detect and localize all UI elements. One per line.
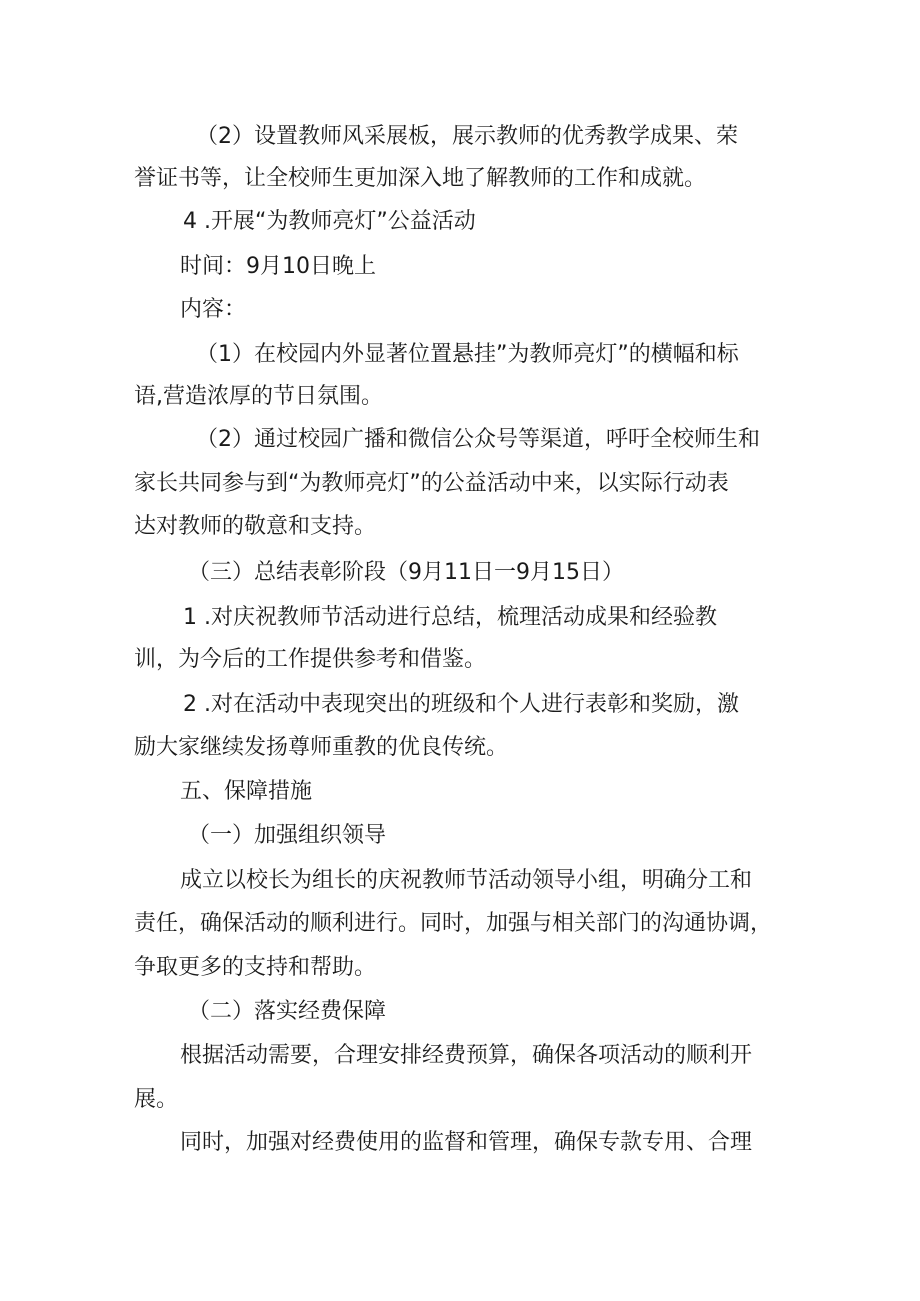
- text-line: 内容：: [180, 297, 247, 322]
- text-line: 争取更多的支持和帮助。: [134, 955, 377, 980]
- text-line: 2 .对在活动中表现突出的班级和个人进行表彰和奖励，激: [183, 692, 739, 717]
- text-line: 责任，确保活动的顺利进行。同时，加强与相关部门的沟通协调，: [134, 911, 773, 936]
- text-line: 励大家继续发扬尊师重教的优良传统。: [134, 735, 509, 760]
- text-line: 时间：9月10日晚上: [180, 254, 376, 279]
- text-line: 家长共同参与到“为教师亮灯”的公益活动中来，以实际行动表: [134, 471, 729, 496]
- section-heading: （二）落实经费保障: [188, 999, 387, 1024]
- section-heading: （一）加强组织领导: [188, 823, 387, 848]
- text-line: 根据活动需要，合理安排经费预算，确保各项活动的顺利开: [180, 1043, 753, 1068]
- text-line: （1）在校园内外显著位置悬挂”为教师亮灯”的横幅和标: [196, 342, 739, 367]
- section-heading: 4 .开展“为教师亮灯”公益活动: [183, 209, 476, 234]
- text-line: 展。: [134, 1087, 179, 1112]
- section-heading: （三）总结表彰阶段（9月11日一9月15日）: [188, 560, 624, 585]
- text-line: 誉证书等，让全校师生更加深入地了解教师的工作和成就。: [134, 166, 707, 191]
- text-line: （2）设置教师风采展板，展示教师的优秀教学成果、荣: [196, 124, 738, 149]
- text-line: 同时，加强对经费使用的监督和管理，确保专款专用、合理: [180, 1130, 753, 1155]
- text-line: 1 .对庆祝教师节活动进行总结，梳理活动成果和经验教: [183, 605, 717, 630]
- section-heading: 五、保障措施: [180, 779, 313, 804]
- text-line: 语,营造浓厚的节日氛围。: [134, 384, 383, 409]
- text-line: 成立以校长为组长的庆祝教师节活动领导小组，明确分工和: [180, 868, 753, 893]
- text-line: （2）通过校园广播和微信公众号等渠道，呼吁全校师生和: [196, 427, 760, 452]
- text-line: 训，为今后的工作提供参考和借鉴。: [134, 647, 487, 672]
- text-line: 达对教师的敬意和支持。: [134, 514, 377, 539]
